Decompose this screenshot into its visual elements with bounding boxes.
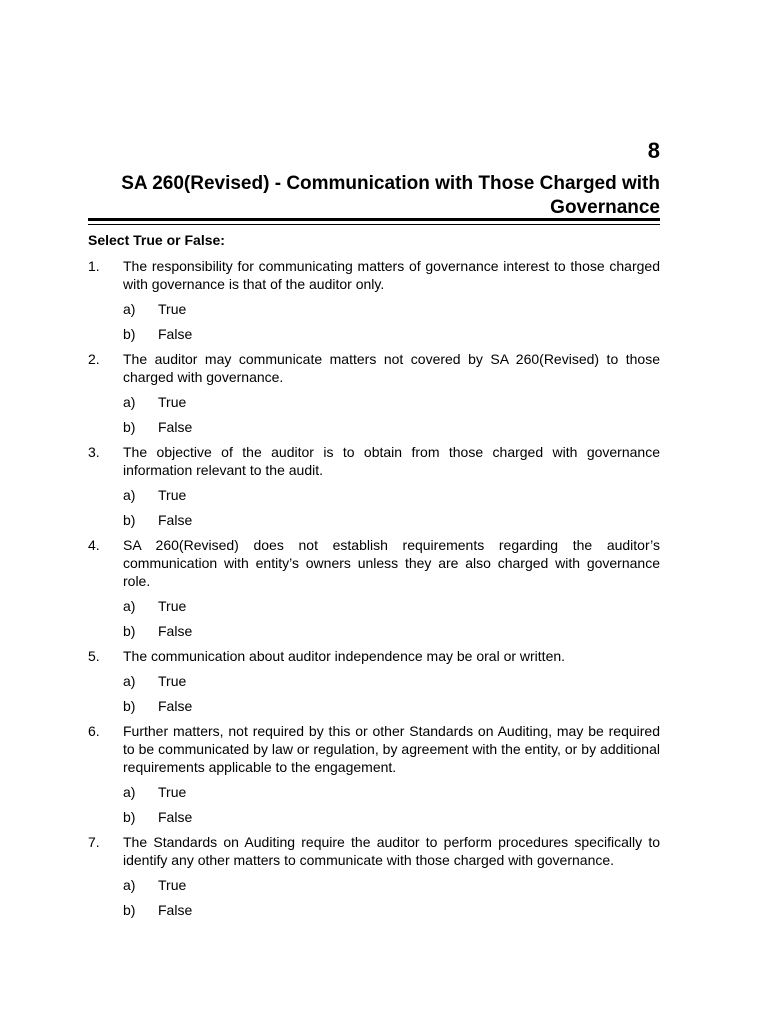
question-number: 4. bbox=[88, 537, 100, 553]
options-list bbox=[88, 672, 660, 715]
option-label: False bbox=[158, 902, 193, 918]
option-letter: a) bbox=[123, 673, 136, 689]
question-3 bbox=[88, 443, 660, 529]
option-true[interactable] bbox=[123, 783, 660, 801]
option-true[interactable] bbox=[123, 876, 660, 894]
question-text: The responsibility for communicating matters of governance interest to those charged with governance is that of the auditor only. bbox=[123, 258, 660, 292]
option-false[interactable] bbox=[123, 622, 660, 640]
question-text: The objective of the auditor is to obtain from those charged with governance information relevant to the audit. bbox=[123, 444, 660, 478]
question-7 bbox=[88, 833, 660, 919]
option-letter: b) bbox=[123, 902, 136, 918]
option-letter: b) bbox=[123, 698, 136, 714]
option-letter: b) bbox=[123, 512, 136, 528]
question-number: 7. bbox=[88, 834, 100, 850]
question-number: 5. bbox=[88, 648, 100, 664]
option-label: True bbox=[158, 784, 187, 800]
question-number: 6. bbox=[88, 723, 100, 739]
question-number: 1. bbox=[88, 258, 100, 274]
option-label: True bbox=[158, 301, 187, 317]
option-letter: a) bbox=[123, 598, 136, 614]
option-label: True bbox=[158, 673, 187, 689]
option-true[interactable] bbox=[123, 597, 660, 615]
option-label: True bbox=[158, 877, 187, 893]
option-letter: b) bbox=[123, 809, 136, 825]
option-false[interactable] bbox=[123, 325, 660, 343]
option-letter: a) bbox=[123, 301, 136, 317]
question-2 bbox=[88, 350, 660, 436]
option-label: False bbox=[158, 326, 193, 342]
chapter-title: SA 260(Revised) - Communication with Those Charged with Governance bbox=[121, 173, 660, 218]
options-list bbox=[88, 597, 660, 640]
option-true[interactable] bbox=[123, 300, 660, 318]
question-text: The Standards on Auditing require the auditor to perform procedures specifically to identify any other matters to communicate with those charged with governance. bbox=[123, 834, 660, 868]
option-letter: b) bbox=[123, 419, 136, 435]
option-false[interactable] bbox=[123, 901, 660, 919]
options-list bbox=[88, 876, 660, 919]
options-list bbox=[88, 486, 660, 529]
option-label: True bbox=[158, 394, 187, 410]
option-letter: a) bbox=[123, 784, 136, 800]
option-letter: a) bbox=[123, 877, 136, 893]
question-text: Further matters, not required by this or other Standards on Auditing, may be required to be communicated by law or regulation, by agreement with the entity, or by additional requirements applicable to the engagement. bbox=[123, 723, 660, 775]
question-text: The auditor may communicate matters not covered by SA 260(Revised) to those charged with governance. bbox=[123, 351, 660, 385]
option-false[interactable] bbox=[123, 418, 660, 436]
chapter-number: 8 bbox=[647, 138, 660, 163]
question-1 bbox=[88, 257, 660, 343]
question-text: SA 260(Revised) does not establish requirements regarding the auditor’s communication with entity’s owners unless they are also charged with governance role. bbox=[123, 537, 660, 589]
question-6 bbox=[88, 722, 660, 826]
title-rule-thick bbox=[88, 218, 660, 221]
question-number: 2. bbox=[88, 351, 100, 367]
option-letter: b) bbox=[123, 326, 136, 342]
options-list bbox=[88, 393, 660, 436]
option-label: False bbox=[158, 809, 193, 825]
question-text: The communication about auditor independence may be oral or written. bbox=[123, 648, 566, 664]
option-label: False bbox=[158, 698, 193, 714]
option-label: False bbox=[158, 512, 193, 528]
option-label: False bbox=[158, 623, 193, 639]
option-letter: a) bbox=[123, 394, 136, 410]
question-5 bbox=[88, 647, 660, 715]
option-false[interactable] bbox=[123, 808, 660, 826]
options-list bbox=[88, 300, 660, 343]
option-true[interactable] bbox=[123, 672, 660, 690]
option-label: True bbox=[158, 487, 187, 503]
option-true[interactable] bbox=[123, 393, 660, 411]
question-4 bbox=[88, 536, 660, 640]
options-list bbox=[88, 783, 660, 826]
option-label: False bbox=[158, 419, 193, 435]
option-letter: a) bbox=[123, 487, 136, 503]
question-number: 3. bbox=[88, 444, 100, 460]
option-letter: b) bbox=[123, 623, 136, 639]
option-false[interactable] bbox=[123, 511, 660, 529]
option-label: True bbox=[158, 598, 187, 614]
instruction-heading: Select True or False: bbox=[88, 232, 225, 248]
option-true[interactable] bbox=[123, 486, 660, 504]
option-false[interactable] bbox=[123, 697, 660, 715]
title-rule-thin bbox=[88, 224, 660, 225]
